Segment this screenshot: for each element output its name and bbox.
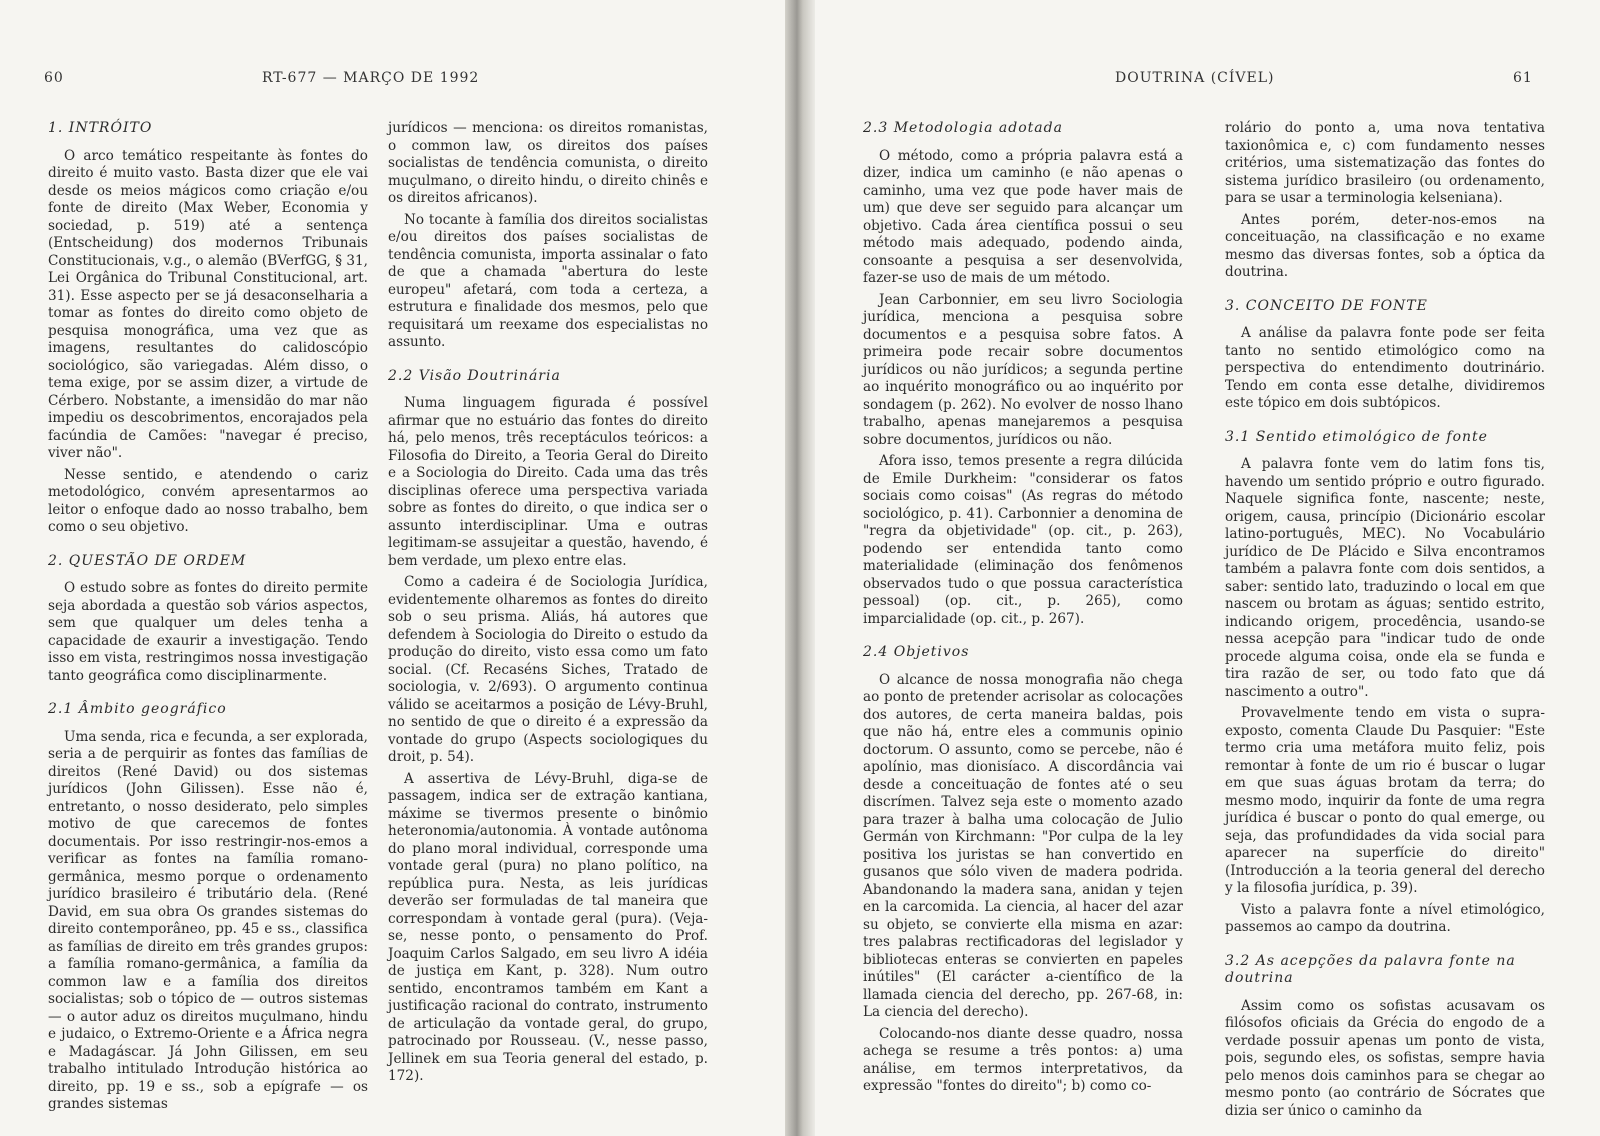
- paragraph: Jean Carbonnier, em seu livro Sociologia jurídica, menciona a pesquisa sobre documentos e a pesquisa sobre fatos. A primeira pode recair sobre documentos jurídicos ou não jurídicos; a segunda pertine ao inquérito monográfico ou ao inquérito por sondagem (p. 262). No evolver de nosso lhano trabalho, apenas manejaremos a pesquisa sobre documentos, jurídicos ou não.: [863, 291, 1183, 448]
- section-heading: 2.3 Metodologia adotada: [863, 120, 1063, 136]
- paragraph: jurídicos — menciona: os direitos romanistas, o common law, os direitos dos países socialistas de tendência comunista, o direito muçulmano, o direito hindu, o direito chinês e os direitos africanos).: [388, 120, 708, 206]
- section-heading: 1. INTRÓITO: [48, 120, 153, 136]
- right-column-1: [863, 120, 1183, 1100]
- paragraph: Uma senda, rica e fecunda, a ser explorada, seria a de perquirir as fontes das famílias de direitos (René David) ou dos sistemas jurídicos (John Gilissen). Esse não é, entretanto, o nosso desiderato, pelo simples motivo de que carecemos de fontes documentais. Por isso restringir-nos-emos a verificar as fontes na família romano-germânica, mesmo porque o ordenamento jurídico brasileiro é tributário dela. (René David, em sua obra Os grandes sistemas do direito contemporâneo, pp. 45 e ss., classifica as famílias de direito em três grandes grupos: a família romano-germânica, a família da common law e a família dos direitos socialistas; sob o tópico de — outros sistemas — o autor aduz os direitos muçulmano, hindu e judaico, o Extremo-Oriente e a África negra e Madagáscar. Já John Gilissen, em seu trabalho intitulado Introdução histórica ao direito, pp. 19 e ss., sob a epígrafe — os grandes sistemas: [48, 728, 368, 1112]
- paragraph: Visto a palavra fonte a nível etimológico, passemos ao campo da doutrina.: [1225, 901, 1545, 935]
- paragraph: rolário do ponto a, uma nova tentativa taxionômica e, c) com fundamento nesses critérios, uma sistematização das fontes do sistema jurídico brasileiro (ou ordenamento, para se usar a terminologia kelseniana).: [1225, 120, 1545, 206]
- paragraph: No tocante à família dos direitos socialistas e/ou direitos dos países socialistas de tendência comunista, importa assinalar o fato de que a chamada "abertura do leste europeu" afetará, com toda a certeza, a estrutura e finalidade dos mesmos, pelo que requisitará um reexame dos especialistas no assunto.: [388, 211, 708, 350]
- right-page: [815, 0, 1600, 1136]
- right-column-2: [1225, 120, 1545, 1124]
- section-heading: 2. QUESTÃO DE ORDEM: [48, 552, 247, 569]
- paragraph: Nesse sentido, e atendendo o cariz metodológico, convém apresentarmos ao leitor o enfoque dado ao nosso trabalho, bem como o seu objetivo.: [48, 466, 368, 535]
- paragraph: O alcance de nossa monografia não chega ao ponto de pretender acrisolar as colocações dos autores, de certa maneira baldas, pois que não há, entre eles a communis opinio doctorum. O assunto, como se percebe, não é apolínio, mas dionisíaco. A discordância vai desde a conceituação de fontes até o seu discrímen. Talvez seja este o momento azado para trazer à balha uma colocação de Julio Germán von Kirchmann: "Por culpa de la ley positiva los juristas se han convertido en gusanos que sólo viven de madera podrida. Abandonando la madera sana, anidan y tejen en la carcomida. La ciencia, al hacer del azar su objeto, se convierte ella misma en azar: tres palabras rectificadoras del legislador y bibliotecas enteras se convierten en papeles inútiles" (El carácter a-científico de la llamada ciencia del derecho, pp. 267-68, in: La ciencia del derecho).: [863, 671, 1183, 1020]
- paragraph: Numa linguagem figurada é possível afirmar que no estuário das fontes do direito há, pelo menos, três receptáculos teóricos: a Filosofia do Direito, a Teoria Geral do Direito e a Sociologia do Direito. Cada uma das três disciplinas oferece uma perspectiva variada sobre as fontes do direito, o que indica ser o assunto interdisciplinar. Uma e outras legitimam-se assujeitar a questão, havendo, é bem verdade, um plexo entre elas.: [388, 395, 708, 569]
- section-heading: 3.1 Sentido etimológico de fonte: [1225, 428, 1488, 445]
- paragraph: O método, como a própria palavra está a dizer, indica um caminho (e não apenas o caminho, uma vez que pode haver mais de um) que deve ser seguido para alcançar um objetivo. Cada área científica possui o seu método mais adequado, podendo ainda, consoante a pesquisa a ser desenvolvida, fazer-se uso de mais de um método.: [863, 147, 1183, 286]
- section-heading: 2.1 Âmbito geográfico: [48, 701, 227, 717]
- paragraph: Afora isso, temos presente a regra dilúcida de Emile Durkheim: "considerar os fatos sociais como coisas" (As regras do método sociológico, p. 41). Carbonnier a denomina de "regra da objetividade" (op. cit., p. 263), podendo ser entendida tanto como materialidade (eliminação dos fenômenos observados tudo o que possua característica pessoal) (op. cit., p. 265), como imparcialidade (op. cit., p. 267).: [863, 453, 1183, 627]
- right-page-number: 61: [1513, 70, 1533, 86]
- book-gutter: [785, 0, 815, 1136]
- section-heading: 2.4 Objetivos: [863, 644, 970, 660]
- paragraph: Antes porém, deter-nos-emos na conceituação, na classificação e no exame mesmo das diversas fontes, sob a óptica da doutrina.: [1225, 211, 1545, 280]
- left-page: [0, 0, 785, 1136]
- paragraph: O arco temático respeitante às fontes do direito é muito vasto. Basta dizer que ele vai desde os meios mágicos como criação e/ou fonte de direito (Max Weber, Economia y sociedad, p. 519) até a sentença (Entscheidung) dos modernos Tribunais Constitucionais, v.g., o alemão (BVerfGG, § 31, Lei Orgânica do Tribunal Constitucional, art. 31). Esse aspecto per se já desaconselharia a tomar as fontes do direito como objeto de pesquisa monográfica, uma vez que as imagens, resultantes do calidoscópio sociológico, são variegadas. Além disso, o tema exige, por se assim dizer, a virtude de Cérbero. Nobstante, a imensidão do mar não impediu os descobrimentos, encorajados pela facúndia de Camões: "navegar é preciso, viver não".: [48, 147, 368, 461]
- left-column-1: [48, 120, 368, 1118]
- right-running-header: DOUTRINA (CÍVEL): [1115, 70, 1275, 86]
- paragraph: A análise da palavra fonte pode ser feita tanto no sentido etimológico como na perspectiva do entendimento doutrinário. Tendo em conta esse detalhe, dividiremos este tópico em dois subtópicos.: [1225, 325, 1545, 411]
- paragraph: Provavelmente tendo em vista o supra-exposto, comenta Claude Du Pasquier: "Este termo cria uma metáfora muito feliz, pois remontar à fonte de um rio é buscar o lugar em que suas águas brotam da terra; do mesmo modo, inquirir da fonte de uma regra jurídica é buscar o ponto do qual emerge, ou seja, das profundidades da vida social para aparecer na superfície do direito" (Introducción a la teoria general del derecho y la filosofia jurídica, p. 39).: [1225, 705, 1545, 896]
- paragraph: Colocando-nos diante desse quadro, nossa achega se resume a três pontos: a) uma análise, em termos interpretativos, da expressão "fontes do direito"; b) como co-: [863, 1025, 1183, 1094]
- left-running-header: RT-677 — MARÇO DE 1992: [262, 70, 480, 86]
- section-heading: 3.2 As acepções da palavra fonte na doutrina: [1225, 952, 1516, 986]
- paragraph: Assim como os sofistas acusavam os filósofos oficiais da Grécia do engodo de a verdade possuir apenas um ponto de vista, pois, segundo eles, os sofistas, sempre havia pelo menos dois caminhos para se chegar ao mesmo ponto (ao contrário de Sócrates que dizia ser único o caminho da: [1225, 997, 1545, 1119]
- paragraph: A assertiva de Lévy-Bruhl, diga-se de passagem, indica ser de extração kantiana, máxime se tivermos presente o binômio heteronomia/autonomia. À vontade autônoma do plano moral individual, corresponde uma vontade geral (pura) no plano político, na república pura. Nesta, as leis jurídicas deverão ser formuladas de tal maneira que correspondam à vontade geral (pura). (Veja-se, nesse ponto, o pensamento do Prof. Joaquim Carlos Salgado, em seu livro A idéia de justiça em Kant, p. 328). Num outro sentido, encontramos também em Kant a justificação racional do contrato, instrumento de articulação da vontade geral, do grupo, patrocinado por Rousseau. (V., nesse passo, Jellinek em sua Teoria general del estado, p. 172).: [388, 770, 708, 1084]
- section-heading: 2.2 Visão Doutrinária: [388, 367, 561, 384]
- paragraph: A palavra fonte vem do latim fons tis, havendo um sentido próprio e outro figurado. Naquele significa fonte, nascente; neste, origem, causa, princípio (Dicionário escolar latino-português, MEC). No Vocabulário jurídico de De Plácido e Silva encontramos também a palavra fonte com dois sentidos, a saber: sentido lato, traduzindo o local em que nascem ou brotam as águas; sentido estrito, indicando origem, procedência, usando-se nessa acepção para "indicar tudo de onde procede alguma coisa, onde ela se funda e tira razão de ser, ou todo fato que dá nascimento a outro".: [1225, 456, 1545, 700]
- paragraph: O estudo sobre as fontes do direito permite seja abordada a questão sob vários aspectos, sem que qualquer um deles tenha a capacidade de exaurir a investigação. Tendo isso em vista, restringimos nossa investigação tanto geográfica como disciplinarmente.: [48, 580, 368, 684]
- left-column-2: [388, 120, 708, 1090]
- section-heading: 3. CONCEITO DE FONTE: [1225, 297, 1428, 314]
- paragraph: Como a cadeira é de Sociologia Jurídica, evidentemente olharemos as fontes do direito sob o seu prisma. Aliás, há autores que defendem à Sociologia do Direito o estudo da produção do direito, visto essa como um fato social. (Cf. Recaséns Siches, Tratado de sociologia, v. 2/693). O argumento continua válido se aceitarmos a posição de Lévy-Bruhl, no sentido de que o direito é a expressão da vontade do grupo (Aspects sociologiques du droit, p. 54).: [388, 574, 708, 765]
- left-page-number: 60: [44, 70, 64, 86]
